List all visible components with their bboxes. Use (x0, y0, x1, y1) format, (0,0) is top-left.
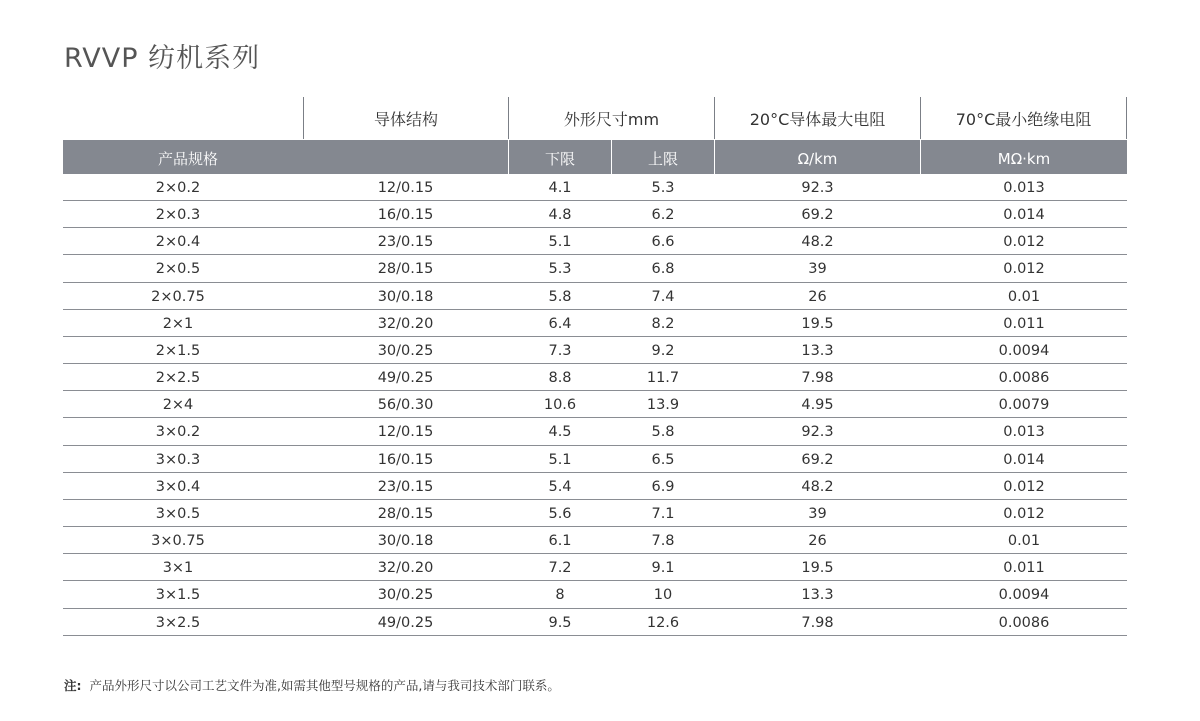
cell-spec: 3×0.4 (155, 478, 201, 495)
cell-dim-upper: 7.4 (651, 288, 675, 305)
header-divider (1126, 97, 1127, 139)
cell-insulation: 0.012 (1003, 478, 1045, 495)
subheader-upper-limit: 上限 (647, 150, 678, 168)
table-row (63, 473, 1127, 500)
cell-insulation: 0.0086 (998, 614, 1050, 631)
cell-conductor: 23/0.15 (377, 234, 434, 251)
cell-resistance: 7.98 (801, 614, 834, 631)
cell-spec: 3×2.5 (155, 614, 201, 631)
cell-dim-lower: 4.1 (548, 180, 572, 196)
cell-dim-lower: 8.8 (548, 370, 572, 387)
cell-insulation: 0.0094 (998, 587, 1050, 604)
table-row (63, 201, 1127, 228)
footnote (64, 676, 560, 694)
cell-insulation: 0.0094 (998, 342, 1050, 359)
cell-spec: 3×1.5 (155, 587, 201, 604)
table-row (63, 283, 1127, 310)
cell-dim-upper: 13.9 (646, 397, 680, 414)
cell-dim-upper: 10 (653, 587, 673, 604)
cell-insulation: 0.011 (1003, 315, 1045, 332)
cell-resistance: 48.2 (801, 234, 834, 251)
subheader-lower-limit: 下限 (544, 150, 575, 168)
cell-dim-lower: 4.8 (548, 207, 572, 224)
cell-insulation: 0.014 (1003, 451, 1045, 468)
cell-dim-lower: 9.5 (548, 614, 572, 631)
cell-conductor: 28/0.15 (377, 261, 434, 278)
cell-resistance: 13.3 (801, 587, 834, 604)
cell-resistance: 4.95 (801, 397, 834, 414)
cell-spec: 2×1.5 (155, 342, 201, 359)
cell-dim-upper: 6.2 (651, 207, 675, 224)
cell-resistance: 7.98 (801, 370, 834, 387)
cell-dim-upper: 5.3 (651, 180, 675, 196)
cell-dim-upper: 12.6 (646, 614, 680, 631)
table-row (63, 581, 1127, 608)
cell-conductor: 12/0.15 (377, 424, 434, 441)
cell-insulation: 0.0086 (998, 370, 1050, 387)
table-row (63, 310, 1127, 337)
cell-conductor: 12/0.15 (377, 180, 434, 196)
table-row (63, 446, 1127, 473)
cell-resistance: 69.2 (801, 451, 834, 468)
cell-spec: 2×4 (162, 397, 194, 414)
table-row (63, 554, 1127, 581)
cell-dim-lower: 8 (555, 587, 565, 604)
cell-spec: 2×2.5 (155, 370, 201, 387)
cell-spec: 2×0.3 (155, 207, 201, 224)
cell-conductor: 16/0.15 (377, 451, 434, 468)
cell-dim-lower: 10.6 (543, 397, 577, 414)
subheader-product-spec: 产品规格 (157, 150, 218, 168)
cell-conductor: 30/0.18 (377, 288, 434, 305)
cell-conductor: 16/0.15 (377, 207, 434, 224)
cell-resistance: 39 (808, 505, 827, 522)
cell-insulation: 0.01 (1007, 533, 1041, 550)
cell-insulation: 0.0079 (998, 397, 1050, 414)
cell-conductor: 30/0.25 (377, 587, 434, 604)
cell-resistance: 19.5 (801, 560, 834, 577)
header-max-resistance: 20°C导体最大电阻 (749, 110, 886, 129)
cell-dim-upper: 6.9 (651, 478, 675, 495)
cell-dim-lower: 7.2 (548, 560, 572, 577)
cell-resistance: 39 (808, 261, 827, 278)
cell-spec: 3×0.5 (155, 505, 201, 522)
cell-spec: 3×0.3 (155, 451, 201, 468)
cell-spec: 3×1 (162, 560, 194, 577)
page-title: RVVP 纺机系列 (64, 43, 261, 74)
cell-dim-upper: 9.2 (651, 342, 675, 359)
cell-conductor: 56/0.30 (377, 397, 434, 414)
cell-conductor: 30/0.25 (377, 342, 434, 359)
cell-dim-upper: 6.6 (651, 234, 675, 251)
cell-conductor: 32/0.20 (377, 315, 434, 332)
cell-insulation: 0.014 (1003, 207, 1045, 224)
cell-resistance: 48.2 (801, 478, 834, 495)
cell-dim-lower: 5.8 (548, 288, 572, 305)
cell-resistance: 19.5 (801, 315, 834, 332)
table-row (63, 418, 1127, 445)
table-row (63, 527, 1127, 554)
cell-resistance: 13.3 (801, 342, 834, 359)
cell-dim-upper: 7.8 (651, 533, 675, 550)
table-row (63, 174, 1127, 201)
cell-dim-upper: 9.1 (651, 560, 675, 577)
cell-spec: 2×1 (162, 315, 194, 332)
footnote-text: 产品外形尺寸以公司工艺文件为准,如需其他型号规格的产品,请与我司技术部门联系。 (89, 678, 560, 693)
cell-conductor: 23/0.15 (377, 478, 434, 495)
subheader-insulation-unit: MΩ·km (997, 150, 1051, 168)
cell-spec: 3×0.2 (155, 424, 201, 441)
table-row (63, 228, 1127, 255)
cell-spec: 2×0.2 (155, 180, 201, 196)
table-row (63, 255, 1127, 282)
cell-insulation: 0.01 (1007, 288, 1041, 305)
cell-insulation: 0.012 (1003, 505, 1045, 522)
spec-table-body (63, 174, 1127, 636)
cell-spec: 3×0.75 (151, 533, 205, 550)
cell-dim-lower: 6.1 (548, 533, 572, 550)
header-conductor-structure: 导体结构 (373, 110, 438, 129)
cell-conductor: 49/0.25 (377, 614, 434, 631)
cell-insulation: 0.013 (1003, 424, 1045, 441)
subheader-resistance-unit: Ω/km (797, 150, 838, 168)
cell-dim-lower: 5.1 (548, 451, 572, 468)
table-row (63, 337, 1127, 364)
table-row (63, 364, 1127, 391)
cell-spec: 2×0.75 (151, 288, 205, 305)
cell-dim-upper: 11.7 (646, 370, 680, 387)
cell-spec: 2×0.5 (155, 261, 201, 278)
subheader-band (63, 140, 1127, 174)
table-row (63, 500, 1127, 527)
cell-dim-lower: 4.5 (548, 424, 572, 441)
cell-insulation: 0.012 (1003, 261, 1045, 278)
cell-dim-lower: 6.4 (548, 315, 572, 332)
cell-dim-upper: 8.2 (651, 315, 675, 332)
cell-dim-lower: 7.3 (548, 342, 572, 359)
cell-dim-lower: 5.6 (548, 505, 572, 522)
cell-dim-upper: 5.8 (651, 424, 675, 441)
cell-insulation: 0.011 (1003, 560, 1045, 577)
cell-dim-upper: 6.5 (651, 451, 675, 468)
table-row (63, 609, 1127, 636)
table-row (63, 391, 1127, 418)
cell-resistance: 26 (808, 533, 827, 550)
cell-conductor: 32/0.20 (377, 560, 434, 577)
cell-resistance: 92.3 (801, 424, 834, 441)
cell-resistance: 69.2 (801, 207, 834, 224)
header-min-insulation: 70°C最小绝缘电阻 (955, 110, 1092, 129)
cell-resistance: 26 (808, 288, 827, 305)
cell-conductor: 28/0.15 (377, 505, 434, 522)
cell-resistance: 92.3 (801, 180, 834, 196)
cell-dim-lower: 5.1 (548, 234, 572, 251)
cell-dim-lower: 5.4 (548, 478, 572, 495)
cell-conductor: 30/0.18 (377, 533, 434, 550)
cell-insulation: 0.013 (1003, 180, 1045, 196)
cell-dim-lower: 5.3 (548, 261, 572, 278)
header-outer-dimension: 外形尺寸mm (563, 110, 660, 129)
cell-dim-upper: 6.8 (651, 261, 675, 278)
cell-spec: 2×0.4 (155, 234, 201, 251)
cell-insulation: 0.012 (1003, 234, 1045, 251)
cell-conductor: 49/0.25 (377, 370, 434, 387)
cell-dim-upper: 7.1 (651, 505, 675, 522)
footnote-label: 注: (64, 678, 82, 693)
